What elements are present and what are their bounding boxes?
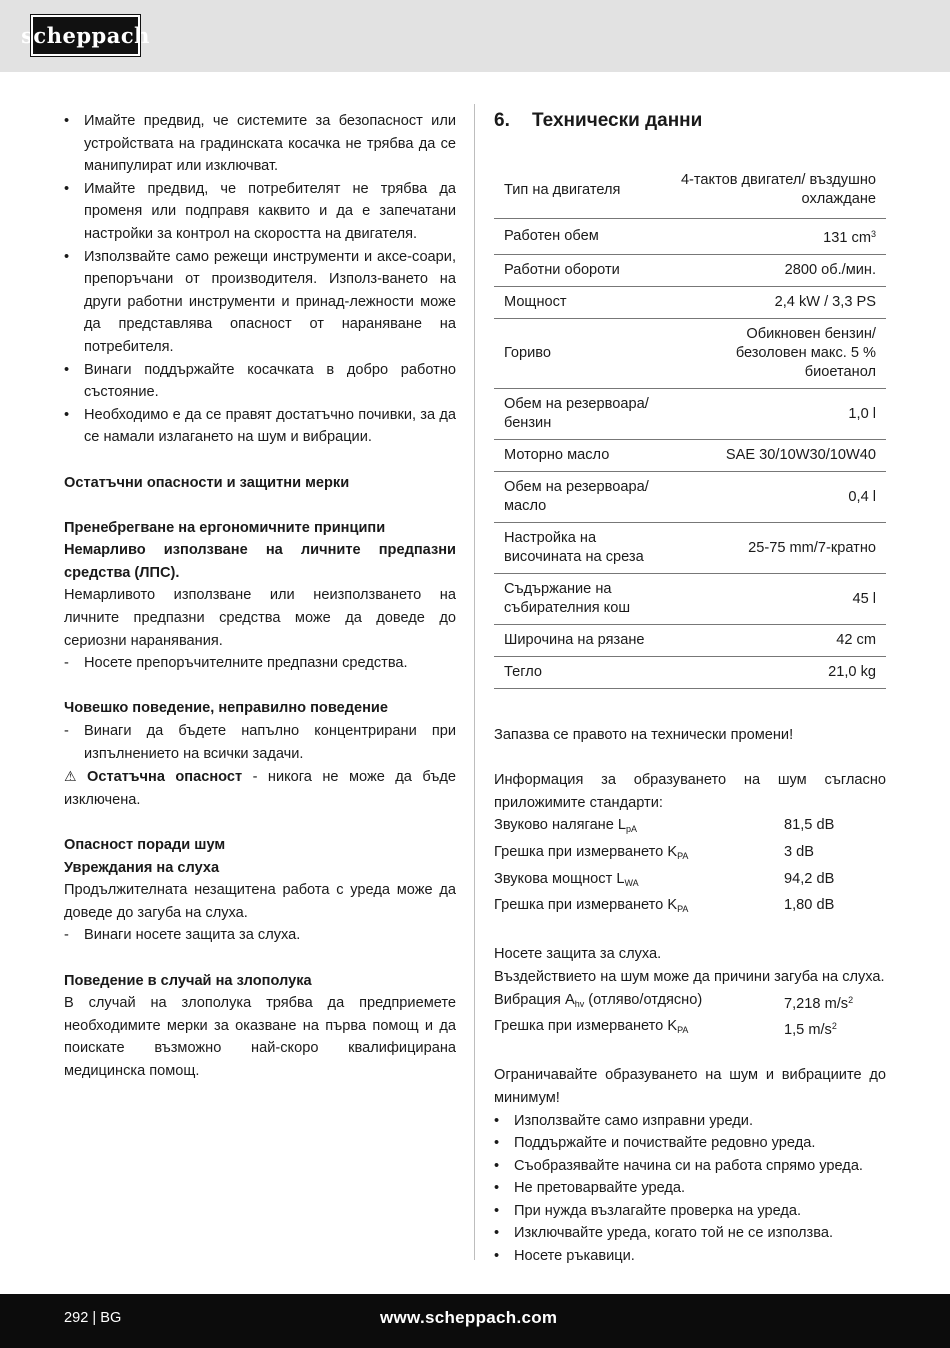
spec-value-cell [663,162,886,219]
table-row [494,472,886,523]
table-row [494,657,886,689]
measurement-label-text: Вибрация A [494,991,575,1008]
spec-label: Тегло [494,657,663,689]
spec-value: 1,0 l [848,405,876,422]
spec-label: Гориво [494,319,663,389]
limit-text: Ограничавайте образуването на шум и вибрациите до минимум! [494,1067,886,1106]
warning-icon: ⚠ [64,768,77,785]
accident-heading: Поведение в случай на злополука [64,972,312,989]
measurement-unit-superscript: 2 [848,994,854,1005]
noise-list [64,924,456,947]
measurement-value [784,814,834,841]
measurement-label [494,841,784,868]
residual-hazards-heading: Остатъчни опасности и защитни мерки [64,474,350,491]
measurement-label [494,1015,784,1042]
measurement-row [494,989,886,1016]
measurement-label [494,894,784,921]
measurement-subscript: PA [677,904,689,915]
measurement-subscript: pA [626,824,638,835]
spec-value-cell [663,255,886,287]
section-title-text: Технически данни [532,110,703,131]
measurement-row [494,1015,886,1042]
spec-label: Настройка на височината на среза [494,523,663,574]
measurement-value-text: 1,80 dB [784,897,835,914]
table-row [494,625,886,657]
spec-value-cell [663,319,886,389]
limit-bullet-list [494,1110,886,1268]
footer-bar [0,1294,950,1348]
spec-value: 45 l [852,590,876,607]
measurement-row [494,868,886,895]
ppe-heading: Немарливо използване на личните предпазни средства (ЛПС). [64,542,456,581]
list-item: • Необходимо е да се правят достатъчно почивки, за да се намали излагането на шум и вибрации. [64,404,456,449]
measurement-value-text: 1,5 m/s [784,1022,832,1039]
spec-value-cell [663,574,886,625]
list-item: • Не претоварвайте уреда. [494,1177,886,1200]
behavior-heading: Човешко поведение, неправилно поведение [64,700,389,717]
measurement-label-text: Грешка при измерването K [494,897,678,914]
measurement-value [784,894,834,921]
safety-bullet-list [64,110,456,449]
measurement-value-text: 81,5 dB [784,817,835,834]
list-item: • При нужда възлагайте проверка на уреда. [494,1200,886,1223]
measurement-label-text: Грешка при измерването K [494,843,678,860]
measurement-label [494,814,784,841]
measurement-subscript: PA [677,1025,689,1036]
column-divider [474,104,475,1260]
table-row [494,574,886,625]
table-row [494,287,886,319]
noise-hazard-heading: Опасност поради шум [64,837,226,853]
spec-label: Широчина на рязане [494,625,663,657]
spec-label: Работен обем [494,219,663,255]
list-item: • Носете ръкавици. [494,1245,886,1268]
table-row [494,319,886,389]
spec-value: 42 cm [836,632,876,648]
table-row [494,255,886,287]
list-item: - Носете препоръчителните предпазни средства. [64,652,456,675]
measurement-label [494,989,784,1016]
spec-label: Моторно масло [494,440,663,472]
residual-risk-label: Остатъчна опасност [87,769,243,786]
noise-text: Продължителната незащитена работа с уреда може да доведе до загуба на слуха. [64,882,456,921]
spec-value-cell [663,625,886,657]
list-item: • Изключвайте уреда, когато той не се използва. [494,1222,886,1245]
reserve-note: Запазва се правото на технически промени! [494,727,794,743]
spec-label: Мощност [494,287,663,319]
spec-value: SAE 30/10W30/10W40 [725,447,876,463]
spec-value-cell [663,657,886,689]
spec-value: 131 cm [823,230,871,246]
measurement-value [784,989,853,1016]
measurement-label [494,868,784,895]
measurement-row [494,814,886,841]
measurement-value [784,1015,837,1042]
spec-label: Съдържание на събирателния кош [494,574,663,625]
header-bar [0,0,950,72]
list-item: • Използвайте само изправни уреди. [494,1110,886,1133]
table-row [494,523,886,574]
measurement-label-text: Грешка при измерването K [494,1018,678,1035]
noise-effect-note: Въздействието на шум може да причини загуба на слуха. [494,968,885,985]
residual-risk-note [64,765,456,811]
spec-value: 25-75 mm/7-кратно [748,539,876,556]
spec-value: 2,4 kW / 3,3 PS [774,294,876,310]
noise-info: Информация за образуването на шум съгласно приложимите стандарти: [494,772,886,811]
list-item: • Винаги поддържайте косачката в добро работно състояние. [64,359,456,404]
spec-label: Работни обороти [494,255,663,287]
website-link[interactable]: www.scheppach.com [380,1308,558,1327]
table-row [494,389,886,440]
noise-values [494,814,886,920]
spec-value-cell [663,219,886,255]
spec-value: 4-тактов двигател/ въздушно охлаждане [680,172,876,207]
list-item: • Имайте предвид, че потребителят не трябва да променя или подправя каквито и да е запечатани настройки за контрол на скоростта на двигателя. [64,178,456,246]
spec-label: Тип на двигателя [494,162,663,219]
measurement-row [494,841,886,868]
measurement-value-text: 7,218 m/s [784,995,849,1012]
table-row [494,162,886,219]
measurement-unit-superscript: 2 [831,1021,837,1032]
measurement-subscript: hv [574,998,585,1009]
spec-value: Обикновен бензин/ безоловен макс. 5 % биоетанол [735,326,876,380]
accident-text: В случай на злополука трябва да предприемете необходимите мерки за оказване на първа помощ и да поискате възможно най-скоро квалифицирана медицинска помощ. [64,995,456,1079]
list-item: • Имайте предвид, че системите за безопасност или устройствата на градинската косачка не трябва да се манипулират или изключват. [64,110,456,178]
page-number: 292 | BG [64,1310,122,1326]
measurement-label-suffix: (отляво/отдясно) [584,991,703,1008]
spec-value: 0,4 l [848,488,876,505]
section-title [494,110,886,132]
list-item: • Използвайте само режещи инструменти и аксе-соари, препоръчани от производителя. Използ-ването на други работни инструменти и принад-лежности може да представлява опасност от нараняване на потребителя. [64,246,456,359]
spec-value-cell [663,389,886,440]
list-item: • Поддържайте и почиствайте редовно уреда. [494,1132,886,1155]
spec-label: Обем на резервоара/ бензин [494,389,663,440]
ppe-list [64,652,456,675]
residual-risk-text: - никога не може да бъде изключена. [64,769,456,808]
list-item: - Винаги да бъдете напълно концентрирани при изпълнението на всички задачи. [64,720,456,765]
measurement-value [784,868,834,895]
left-column [64,110,456,1083]
measurement-subscript: WA [624,877,639,888]
spec-label: Обем на резервоара/ масло [494,472,663,523]
spec-value: 21,0 kg [828,664,876,680]
measurement-label-text: Звукова мощност L [494,870,625,887]
list-item: - Винаги носете защита за слуха. [64,924,456,947]
list-item: • Съобразявайте начина си на работа спрямо уреда. [494,1155,886,1178]
hearing-damage-heading: Увреждания на слуха [64,859,220,876]
spec-value: 2800 об./мин. [784,262,876,278]
brand-logo: scheppach [31,15,140,56]
spec-value-cell [663,523,886,574]
measurement-label-text: Звуково налягане L [494,817,627,834]
hearing-protection-note: Носете защита за слуха. [494,946,662,963]
right-column [494,110,886,1268]
measurement-value-text: 94,2 dB [784,870,835,887]
technical-data-table [494,162,886,689]
vibration-values [494,989,886,1042]
table-row [494,440,886,472]
section-number: 6. [494,110,510,131]
spec-value-cell [663,440,886,472]
spec-unit-superscript: 3 [870,229,876,239]
behavior-list [64,720,456,765]
table-row [494,219,886,255]
measurement-value-text: 3 dB [784,843,815,860]
spec-value-cell [663,287,886,319]
ppe-text: Немарливото използване или неизползването на личните предпазни средства може да доведе до сериозни наранявания. [64,587,456,649]
measurement-value [784,841,814,868]
ergonomics-heading: Пренебрегване на ергономичните принципи [64,519,386,536]
measurement-subscript: PA [677,850,689,861]
spec-value-cell [663,472,886,523]
measurement-row [494,894,886,921]
